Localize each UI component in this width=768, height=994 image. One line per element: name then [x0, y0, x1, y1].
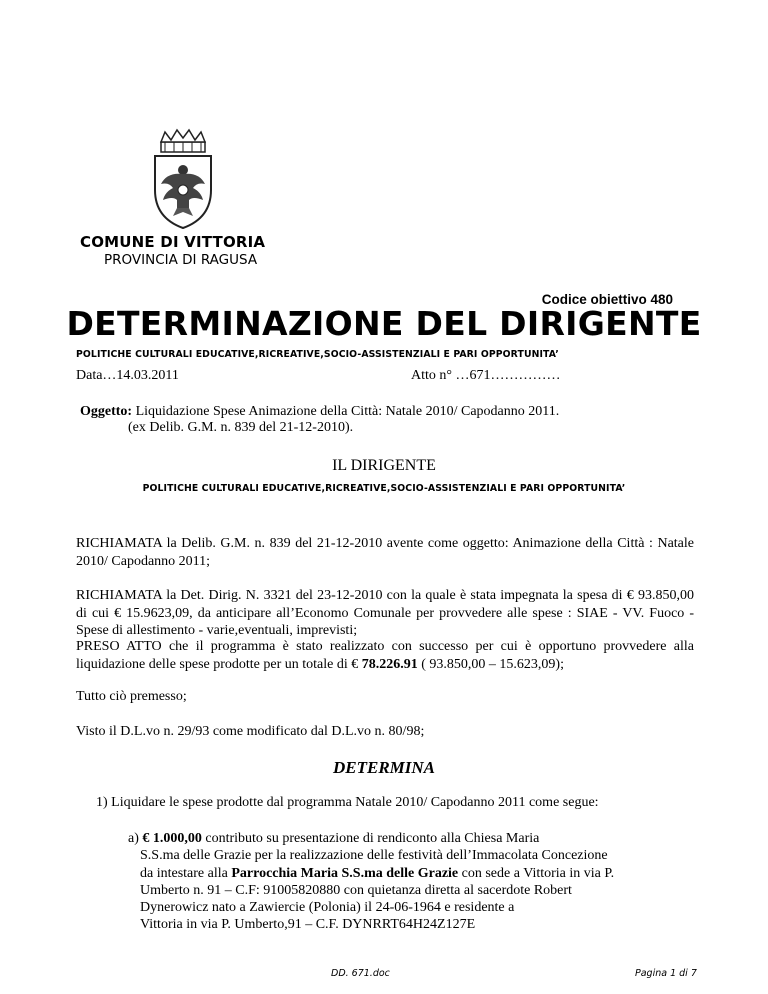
subject-line: [80, 403, 559, 420]
preso-atto-detail: ( 93.850,00 – 15.623,09);: [417, 656, 564, 672]
total-amount: 78.226.91: [361, 656, 418, 672]
section-heading-determina: DETERMINA: [332, 758, 436, 777]
preso-atto-text: PRESO ATTO che il programma è stato realizzato con successo per cui è opportuno provvedere alla liquidazione delle spese prodotte per un totale di €: [76, 639, 694, 672]
paragraph-richiamata-2: RICHIAMATA la Det. Dirig. N. 3321 del 23-12-2010 con la quale è stata impegnata la spesa di € 93.850,00 di cui € 15.9623,09, da anticipare all’Economo Comunale per provvedere alle spese : SIAE - VV. Fuoco - Spese di allestimento - varie,eventuali, imprevisti;: [76, 588, 694, 638]
codice-obiettivo: Codice obiettivo 480: [541, 292, 673, 307]
subject-reference: (ex Delib. G.M. n. 839 del 21-12-2010).: [128, 420, 354, 435]
sub-item-text: con sede a Vittoria in via P.: [458, 865, 615, 881]
paragraph-premesso: Tutto ciò premesso;: [76, 689, 187, 704]
parish-name: Parrocchia Maria S.S.ma delle Grazie: [231, 865, 459, 881]
paragraph-richiamata-1: RICHIAMATA la Delib. G.M. n. 839 del 21-12-2010 avente come oggetto: Animazione della Città : Natale 2010/ Capodanno 2011;: [76, 536, 694, 569]
subject-label: Oggetto:: [80, 404, 133, 419]
sub-item-line: Dynerowicz nato a Zawiercie (Polonia) il 24-06-1964 e residente a: [140, 900, 515, 916]
footer-page-number: Pagina 1 di 7: [635, 968, 697, 979]
sub-item-line: Vittoria in via P. Umberto,91 – C.F. DYNRRT64H24Z127E: [140, 917, 476, 933]
section-heading-il-dirigente: IL DIRIGENTE: [332, 457, 436, 474]
subject-text: Liquidazione Spese Animazione della Città: Natale 2010/ Capodanno 2011.: [135, 404, 560, 419]
list-item: 1) Liquidare le spese prodotte dal programma Natale 2010/ Capodanno 2011 come segue:: [96, 795, 599, 810]
sub-item-line: S.S.ma delle Grazie per la realizzazione delle festività dell’Immacolata Concezione: [140, 848, 608, 864]
province-name: PROVINCIA DI RAGUSA: [104, 252, 258, 268]
document-title: DETERMINAZIONE DEL DIRIGENTE: [66, 304, 702, 343]
coat-of-arms-icon: [147, 128, 219, 230]
paragraph-preso-atto: [76, 638, 694, 673]
sub-list-item-a: [128, 830, 698, 934]
sub-item-line: [128, 865, 698, 882]
department-header: POLITICHE CULTURALI EDUCATIVE,RICREATIVE,SOCIO-ASSISTENZIALI E PARI OPPORTUNITA’: [76, 349, 559, 360]
paragraph-visto: Visto il D.L.vo n. 29/93 come modificato dal D.L.vo n. 80/98;: [76, 724, 425, 739]
municipality-name: COMUNE DI VITTORIA: [80, 233, 266, 251]
sub-item-text: da intestare alla: [140, 865, 232, 881]
document-date: Data…14.03.2011: [76, 368, 179, 383]
sub-item-marker: a): [128, 831, 143, 846]
act-number: Atto n° …671……………: [411, 368, 561, 383]
sub-item-text: contributo su presentazione di rendiconto alla Chiesa Maria: [201, 831, 540, 846]
sub-item-amount: € 1.000,00: [142, 831, 202, 846]
section-department: POLITICHE CULTURALI EDUCATIVE,RICREATIVE,SOCIO-ASSISTENZIALI E PARI OPPORTUNITA’: [142, 483, 626, 494]
footer-filename: DD. 671.doc: [331, 968, 390, 979]
sub-item-line: Umberto n. 91 – C.F: 91005820880 con quietanza diretta al sacerdote Robert: [140, 882, 572, 898]
